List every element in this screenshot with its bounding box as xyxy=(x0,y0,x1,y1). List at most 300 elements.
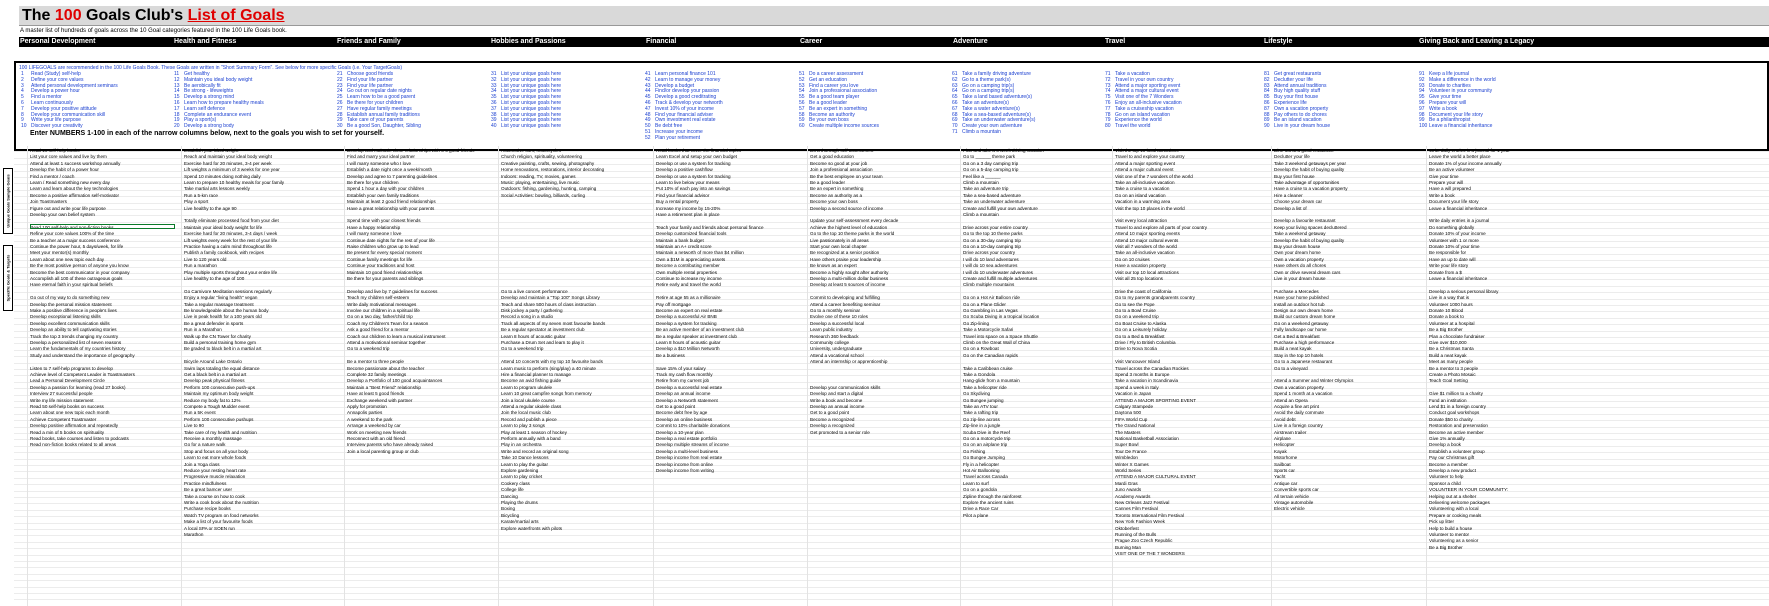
goal-cell-financial[interactable]: Track my cash flow monthly xyxy=(656,372,713,377)
goal-cell-health-and-fitness[interactable]: Practice mindfulness xyxy=(184,480,227,486)
goal-cell-financial[interactable]: Own a $1M in appreciating assets xyxy=(656,256,726,262)
goal-cell-health-and-fitness[interactable]: Take care of my health and nutrition xyxy=(184,429,257,435)
goal-cell-hobbies-and-passions[interactable]: Outdoors: fishing, gardening, hunting, camping xyxy=(501,186,597,192)
goal-cell-friends-and-family[interactable]: Be there for your parents and siblings xyxy=(347,276,424,281)
goal-cell-lifestyle[interactable]: Spend 1 month at a vacation xyxy=(1274,391,1333,397)
goal-cell-career[interactable]: Become a highly sought after authority xyxy=(810,269,889,275)
goal-cell-lifestyle[interactable]: All terrain vehicle xyxy=(1274,493,1309,499)
goal-cell-hobbies-and-passions[interactable]: Dancing xyxy=(501,493,518,499)
goal-cell-personal-development[interactable]: Learn about one new topic each day xyxy=(30,256,105,262)
goal-cell-lifestyle[interactable]: Build our custom dream home xyxy=(1274,314,1336,320)
goal-item[interactable] xyxy=(952,130,1035,136)
goal-cell-career[interactable]: Achieve the highest level of education xyxy=(810,224,888,230)
goal-cell-adventure[interactable]: Climb multiple mountains xyxy=(963,282,1015,288)
goal-cell-adventure[interactable]: Feel like a ______ xyxy=(963,173,1001,179)
goal-cell-career[interactable]: Be an expert in something xyxy=(810,186,864,192)
goal-cell-hobbies-and-passions[interactable]: Take 10 Dance lessons xyxy=(501,455,549,461)
goal-item[interactable] xyxy=(799,124,879,130)
goal-cell-personal-development[interactable]: Achieve Competent Toastmaster xyxy=(30,416,97,422)
goal-cell-giving-back[interactable]: Become a member xyxy=(1429,461,1468,467)
goal-cell-financial[interactable]: Maintain a networth of more than $4 million xyxy=(656,250,744,256)
goal-cell-financial[interactable]: Be an active member of an investment club xyxy=(656,327,745,333)
goal-cell-financial[interactable]: Learn 8 hours of acoustic guitar xyxy=(656,340,721,345)
goal-cell-hobbies-and-passions[interactable]: Karate/martial arts xyxy=(501,519,539,525)
goal-cell-health-and-fitness[interactable]: Perform 100 consecutive push-ups xyxy=(184,384,255,390)
goal-cell-financial[interactable]: Retire early and travel the world xyxy=(656,282,721,288)
goal-cell-travel[interactable]: The Grand National xyxy=(1115,423,1156,429)
goal-cell-travel[interactable]: Attend 10 major sporting events xyxy=(1115,231,1180,237)
goal-cell-travel[interactable]: Visit all 7 wonders of the world xyxy=(1115,244,1177,249)
goal-cell-hobbies-and-passions[interactable]: Be a regular spectator at investment club xyxy=(501,327,585,333)
goal-cell-adventure[interactable]: Drive across your country xyxy=(963,250,1016,256)
goal-cell-adventure[interactable]: Go Bungee Jumping xyxy=(963,455,1005,461)
goal-cell-health-and-fitness[interactable]: Purchase recipe books xyxy=(184,506,231,512)
goal-cell-health-and-fitness[interactable]: Take a course on how to cook xyxy=(184,493,245,499)
goal-cell-personal-development[interactable]: Develop an ability to tell captivating stories xyxy=(30,327,117,333)
goal-cell-giving-back[interactable]: Prepare your will xyxy=(1429,180,1464,185)
goal-cell-personal-development[interactable]: Learn and learn about the key technologies xyxy=(30,186,119,192)
goal-cell-financial[interactable]: Become debt free by age xyxy=(656,410,708,416)
goal-cell-giving-back[interactable]: Prepare or cooking meals xyxy=(1429,512,1482,518)
goal-cell-giving-back[interactable]: Donate 10 Blood xyxy=(1429,308,1464,313)
goal-cell-adventure[interactable]: I will do 10 underwater adventures xyxy=(963,269,1033,275)
goal-cell-financial[interactable]: Develop or use a system for tracking xyxy=(656,173,731,179)
goal-cell-hobbies-and-passions[interactable]: Perform annually with a band xyxy=(501,436,561,441)
goal-cell-friends-and-family[interactable]: Apply for promotion xyxy=(347,404,387,409)
goal-cell-travel[interactable]: Take an all-inclusive vacation xyxy=(1115,180,1175,185)
goal-cell-friends-and-family[interactable]: Exchange weekend with partner xyxy=(347,397,413,403)
goal-cell-financial[interactable]: Retire at age 55 as a millionaire xyxy=(656,295,721,301)
goal-cell-financial[interactable]: Continue to increase my income xyxy=(656,276,722,281)
goal-cell-adventure[interactable]: Take an adventure trip xyxy=(963,186,1009,192)
goal-cell-personal-development[interactable]: Refine your core values 100% of the time xyxy=(30,231,115,237)
goal-cell-adventure[interactable]: Go Gambling in Las Vegas xyxy=(963,308,1018,313)
goal-cell-career[interactable]: Attend an internship or apprenticeship xyxy=(810,359,888,365)
goal-cell-giving-back[interactable]: Give $1 million to a charity xyxy=(1429,391,1483,397)
goal-cell-lifestyle[interactable]: Develop a favourite restaurant xyxy=(1274,218,1336,224)
goal-cell-health-and-fitness[interactable]: Make a list of your favourite foods xyxy=(184,519,253,525)
side-tab-specific-goals[interactable] xyxy=(3,245,13,311)
goal-cell-lifestyle[interactable]: Attend an Opera xyxy=(1274,397,1308,403)
goal-cell-travel[interactable]: Go on 10 cruises xyxy=(1115,256,1150,262)
goal-cell-hobbies-and-passions[interactable]: Join the local music club xyxy=(501,410,551,416)
goal-cell-lifestyle[interactable]: Sports car xyxy=(1274,468,1295,473)
goal-cell-financial[interactable]: Become an expert on real estate xyxy=(656,308,723,313)
goal-cell-lifestyle[interactable]: Electric vehicle xyxy=(1274,506,1305,512)
goal-cell-career[interactable]: Start your own local chapter xyxy=(810,244,867,249)
goal-cell-lifestyle[interactable]: Choose your dream car xyxy=(1274,199,1323,205)
goal-cell-giving-back[interactable]: Give your time xyxy=(1429,173,1459,179)
goal-cell-lifestyle[interactable]: Vintage automobile xyxy=(1274,500,1314,505)
goal-cell-personal-development[interactable]: Develop the personal mission statement xyxy=(30,301,112,307)
goal-cell-hobbies-and-passions[interactable]: Learn 8 hours of acoustic guitar xyxy=(501,333,566,339)
goal-cell-personal-development[interactable]: List your core values and live by them xyxy=(30,154,107,160)
goal-cell-career[interactable]: Join a professional association xyxy=(810,167,873,173)
goal-cell-adventure[interactable]: Take an underwater adventure xyxy=(963,199,1026,205)
goal-cell-health-and-fitness[interactable]: Live healthy to the age 90 xyxy=(184,205,237,211)
goal-cell-giving-back[interactable]: Be responsible for xyxy=(1429,250,1467,256)
goal-cell-hobbies-and-passions[interactable]: Track all aspects of my seven most favourite bands xyxy=(501,320,606,326)
goal-cell-financial[interactable]: Develop a multi-level business xyxy=(656,448,719,454)
goal-cell-career[interactable]: Develop an annual income xyxy=(810,404,865,409)
goal-item[interactable] xyxy=(491,124,561,130)
goal-cell-lifestyle[interactable]: Motorhome xyxy=(1274,455,1298,461)
goal-cell-giving-back[interactable]: Write your life story xyxy=(1429,263,1469,269)
goal-cell-travel[interactable]: Cannes Film Festival xyxy=(1115,506,1158,512)
goal-cell-friends-and-family[interactable]: Spend time with your closest friends xyxy=(347,218,421,224)
goal-cell-hobbies-and-passions[interactable]: Explore waterfronts with pilots xyxy=(501,525,563,531)
goal-cell-travel[interactable]: Prague Zoo Czech Republic xyxy=(1115,538,1173,544)
goal-cell-giving-back[interactable]: Help to build a house xyxy=(1429,525,1473,531)
goal-cell-adventure[interactable]: Take a helicopter ride xyxy=(963,384,1007,390)
goal-cell-travel[interactable]: Go to a Bed & Breakfast xyxy=(1115,333,1165,339)
goal-cell-lifestyle[interactable]: Buy your first house xyxy=(1274,173,1315,179)
goal-cell-hobbies-and-passions[interactable]: College life xyxy=(501,487,524,493)
goal-cell-hobbies-and-passions[interactable]: Teach and share 500 hours of class instruction xyxy=(501,301,596,307)
goal-cell-lifestyle[interactable]: Take a weekend getaway xyxy=(1274,231,1326,237)
goal-cell-financial[interactable]: Develop a Networth statement xyxy=(656,397,718,403)
goal-cell-personal-development[interactable]: Become a positive affirmation self-motivator xyxy=(30,192,120,198)
goal-cell-health-and-fitness[interactable]: Exercise hard for 20 minutes, 3-4 days / week xyxy=(184,231,278,237)
goal-cell-giving-back[interactable]: Restoration and preservation xyxy=(1429,423,1488,429)
goal-cell-friends-and-family[interactable]: Arrange a weekend by car xyxy=(347,423,401,429)
goal-cell-personal-development[interactable]: Accomplish all 100 of these outrageous goals xyxy=(30,276,123,281)
goal-cell-friends-and-family[interactable]: Continue date nights for the rest of your life xyxy=(347,237,435,243)
goal-cell-giving-back[interactable]: VOLUNTEER IN YOUR COMMUNITY: xyxy=(1429,487,1509,493)
goal-cell-personal-development[interactable]: Write my life mission statement xyxy=(30,397,94,403)
goal-cell-career[interactable]: Evolve one of these 10 roles xyxy=(810,314,868,320)
goal-cell-giving-back[interactable]: Helping out at a shelter xyxy=(1429,493,1477,499)
goal-cell-giving-back[interactable]: Give over $10,000 xyxy=(1429,340,1467,345)
goal-cell-lifestyle[interactable]: Install an outdoor hot tub xyxy=(1274,301,1325,307)
goal-cell-health-and-fitness[interactable]: Exercise hard for 20 minutes, 3-4 per week xyxy=(184,160,272,166)
goal-cell-career[interactable]: Develop your communication skills xyxy=(810,384,881,390)
goal-cell-health-and-fitness[interactable]: Run a marathon xyxy=(184,263,217,269)
goal-cell-career[interactable]: Write a book and become xyxy=(810,397,863,403)
goal-cell-travel[interactable]: Vacation in Japan xyxy=(1115,391,1152,397)
goal-cell-friends-and-family[interactable]: Have a great relationship with your parents xyxy=(347,205,435,211)
goal-cell-hobbies-and-passions[interactable]: Music: playing, entertaining, live music xyxy=(501,180,580,185)
goal-cell-friends-and-family[interactable]: Attend a motivational seminar together xyxy=(347,340,426,345)
goal-cell-health-and-fitness[interactable]: Be a great bamcer user xyxy=(184,487,233,493)
goal-cell-hobbies-and-passions[interactable]: Learn 10 great campfire songs from memory xyxy=(501,391,592,397)
goal-cell-giving-back[interactable]: Sponsor a child xyxy=(1429,480,1461,486)
goal-cell-giving-back[interactable]: Develop a serious personal library xyxy=(1429,288,1499,294)
goal-cell-financial[interactable]: Develop a system for tracking xyxy=(656,320,717,326)
goal-cell-adventure[interactable]: Drive a Race Car xyxy=(963,506,999,512)
goal-cell-career[interactable]: Have others praise your leadership xyxy=(810,256,882,262)
goal-cell-friends-and-family[interactable]: Go on a two day, father/child trip xyxy=(347,314,413,320)
goal-cell-friends-and-family[interactable]: Continue family meetings for life xyxy=(347,256,413,262)
goal-cell-health-and-fitness[interactable]: Compete a Tough Mudder event xyxy=(184,404,250,409)
goal-cell-personal-development[interactable]: Read 10 self-help books xyxy=(30,148,80,153)
goal-cell-hobbies-and-passions[interactable]: Play in an orchestra xyxy=(501,442,542,448)
goal-cell-travel[interactable]: Attend a major sporting event xyxy=(1115,160,1176,166)
goal-cell-health-and-fitness[interactable]: A local SPA or SOEN run xyxy=(184,525,235,531)
goal-cell-personal-development[interactable]: Go out of my way to do something new xyxy=(30,295,110,301)
goal-cell-health-and-fitness[interactable]: Progressive muscle relaxation xyxy=(184,474,246,480)
goal-cell-financial[interactable]: Develop or use a system for tracking xyxy=(656,160,731,166)
goal-cell-travel[interactable]: Wimbledon xyxy=(1115,455,1138,461)
goal-cell-hobbies-and-passions[interactable]: Playing the drums xyxy=(501,500,538,505)
goal-cell-personal-development[interactable]: Achieve level of Competent Leader in Toastmasters xyxy=(30,372,135,377)
goal-cell-lifestyle[interactable]: Have a cruise to a vacation property xyxy=(1274,186,1348,192)
goal-cell-lifestyle[interactable]: Design our own dream home xyxy=(1274,308,1333,313)
goal-cell-travel[interactable]: National Basketball Association xyxy=(1115,436,1179,441)
goal-cell-health-and-fitness[interactable]: Reduce your resting heart rate xyxy=(184,468,247,473)
goal-cell-adventure[interactable]: Climb on the Great Wall of China xyxy=(963,340,1030,345)
goal-cell-personal-development[interactable]: Learn / Read something new every day xyxy=(30,180,110,185)
goal-cell-hobbies-and-passions[interactable]: Go to a weekend trip xyxy=(501,346,544,352)
goal-cell-career[interactable]: Learn public industry xyxy=(810,327,853,333)
goal-cell-adventure[interactable]: Take a Caribbean cruise xyxy=(963,365,1013,371)
goal-cell-adventure[interactable]: Drive across your entire country xyxy=(963,224,1028,230)
goal-cell-adventure[interactable]: Go Fishing xyxy=(963,448,986,454)
goal-cell-giving-back[interactable]: Leave a financial inheritance xyxy=(1429,205,1488,211)
goal-cell-health-and-fitness[interactable]: Join a Yoga class xyxy=(184,461,220,467)
goal-cell-giving-back[interactable]: Build a neat kayak xyxy=(1429,352,1467,358)
goal-cell-giving-back[interactable]: Be a Big Brother xyxy=(1429,327,1463,333)
goal-cell-personal-development[interactable]: Meet your mentor(s) monthly xyxy=(30,250,89,256)
goal-cell-lifestyle[interactable]: Live in your dream house xyxy=(1274,276,1326,281)
goal-cell-career[interactable]: Develop a recognized xyxy=(810,423,855,429)
goal-cell-travel[interactable]: The Masters xyxy=(1115,429,1141,435)
goal-cell-health-and-fitness[interactable]: Play a sport xyxy=(184,199,209,205)
goal-cell-travel[interactable]: Burning Man xyxy=(1115,544,1142,550)
goal-cell-health-and-fitness[interactable]: Marathon xyxy=(184,532,204,537)
goal-cell-friends-and-family[interactable]: Be there for your children xyxy=(347,180,399,185)
goal-cell-career[interactable]: Be recognized at a senior position xyxy=(810,250,880,256)
goal-cell-friends-and-family[interactable]: I will marry someone I love xyxy=(347,231,402,237)
goal-cell-travel[interactable]: Visit every local attraction xyxy=(1115,218,1168,224)
goal-cell-adventure[interactable]: Go on a 3 day camping trip xyxy=(963,160,1019,166)
goal-cell-career[interactable]: Develop at least 5 sources of income xyxy=(810,282,886,288)
goal-cell-giving-back[interactable]: Teach Goal Setting xyxy=(1429,378,1468,384)
goal-cell-financial[interactable]: Maintain a bank budget xyxy=(656,237,704,243)
goal-cell-health-and-fitness[interactable]: Publish a family cookbook, with recipes xyxy=(184,250,264,256)
goal-item[interactable] xyxy=(1105,124,1182,130)
goal-cell-personal-development[interactable]: Join Toastmasters xyxy=(30,199,67,205)
goal-cell-career[interactable]: Update your self-assessment every decade xyxy=(810,218,899,224)
goal-cell-adventure[interactable]: Go Bungee jumping xyxy=(963,397,1004,403)
goal-cell-financial[interactable]: Be a business xyxy=(656,352,685,358)
goal-cell-giving-back[interactable]: Volunteer to mentor xyxy=(1429,532,1470,537)
goal-cell-giving-back[interactable]: Be a Big Brother xyxy=(1429,544,1463,550)
goal-cell-giving-back[interactable]: Lend $1 in a foreign country xyxy=(1429,404,1486,409)
goal-cell-financial[interactable]: Develop a $10 Million Networth xyxy=(656,346,720,352)
goal-cell-giving-back[interactable]: Volunteer to help xyxy=(1429,474,1464,480)
goal-cell-health-and-fitness[interactable]: Maintain my optimum body weight xyxy=(184,391,254,397)
goal-cell-hobbies-and-passions[interactable]: Play at least 1 season of hockey xyxy=(501,429,567,435)
goal-cell-travel[interactable]: Visit our top 10 local attractions xyxy=(1115,269,1179,275)
goal-cell-hobbies-and-passions[interactable]: Indoors: reading, TV, movies, games xyxy=(501,173,576,179)
goal-cell-health-and-fitness[interactable]: Live in peak health for a 100 years old xyxy=(184,314,262,320)
goal-cell-travel[interactable]: Attend 10 major cultural events xyxy=(1115,237,1179,243)
goal-cell-financial[interactable]: Have a retirement plan in place xyxy=(656,212,720,217)
goal-cell-giving-back[interactable]: Conduct goal workshops xyxy=(1429,410,1480,416)
goal-cell-health-and-fitness[interactable]: Live to 90 xyxy=(184,423,204,429)
goal-cell-giving-back[interactable]: Develop a book xyxy=(1429,442,1461,448)
goal-cell-giving-back[interactable]: Volunteer with 1 or more xyxy=(1429,237,1479,243)
goal-cell-friends-and-family[interactable]: Maintain 10 good friend relationships xyxy=(347,269,423,275)
goal-cell-personal-development[interactable]: Read books, take courses and listen to podcasts xyxy=(30,436,129,441)
goal-cell-hobbies-and-passions[interactable]: Disk jockey a party / gathering xyxy=(501,308,563,313)
goal-cell-hobbies-and-passions[interactable]: Record a song in a studio xyxy=(501,314,554,320)
goal-cell-travel[interactable]: Go Boat Cruise to Alaska xyxy=(1115,320,1167,326)
goal-cell-career[interactable]: Do a thorough self assessment xyxy=(810,148,874,153)
goal-cell-health-and-fitness[interactable]: Be a great defender in sports xyxy=(184,320,244,326)
goal-cell-adventure[interactable]: Take an ATV tour xyxy=(963,404,998,409)
goal-cell-giving-back[interactable]: Meet as many people xyxy=(1429,359,1473,365)
goal-cell-giving-back[interactable]: Plan a chocolate fundraiser xyxy=(1429,333,1485,339)
goal-cell-giving-back[interactable]: Have an up to date will xyxy=(1429,256,1476,262)
goal-cell-personal-development[interactable]: Be the most positive person of anyone you know xyxy=(30,263,129,269)
goal-cell-lifestyle[interactable]: Develop a list of xyxy=(1274,205,1307,211)
goal-cell-friends-and-family[interactable]: Develop and live by 7 guidelines for success xyxy=(347,288,438,294)
goal-cell-friends-and-family[interactable]: Raise children who grow up to lead xyxy=(347,244,419,249)
goal-cell-career[interactable]: Get promoted to a senior role xyxy=(810,429,870,435)
goal-cell-hobbies-and-passions[interactable]: Learn to play the guitar xyxy=(501,461,548,467)
goal-cell-hobbies-and-passions[interactable]: Automotive cars, motorcycles xyxy=(501,148,561,153)
goal-cell-lifestyle[interactable]: Go to a vineyard xyxy=(1274,365,1308,371)
goal-cell-lifestyle[interactable]: Acquire a fine art print xyxy=(1274,404,1319,409)
goal-cell-travel[interactable]: ATTEND A MAJOR SPORTING EVENT xyxy=(1115,397,1196,403)
goal-cell-lifestyle[interactable]: Declutter your life xyxy=(1274,154,1310,160)
goal-cell-health-and-fitness[interactable]: Get a black belt in a martial art xyxy=(184,372,247,377)
goal-cell-financial[interactable]: Develop a real estate portfolio xyxy=(656,436,718,441)
goal-cell-financial[interactable]: Increase my income by 15-20% xyxy=(656,205,721,211)
goal-cell-hobbies-and-passions[interactable]: Social Activities: bowling, billiards, curling xyxy=(501,192,585,198)
goal-cell-career[interactable]: Community college xyxy=(810,340,850,345)
goal-cell-personal-development[interactable]: Develop a passion for learning (read 27 books) xyxy=(30,384,126,390)
goal-cell-travel[interactable]: Visit the top 10 places in the world xyxy=(1115,205,1185,211)
goal-cell-health-and-fitness[interactable]: Take a regular massage treatment xyxy=(184,301,254,307)
goal-cell-adventure[interactable]: Go on the Canadian rapids xyxy=(963,352,1018,358)
goal-cell-personal-development[interactable]: Interview 27 successful people xyxy=(30,391,93,397)
goal-cell-friends-and-family[interactable]: Develop and agree to 7 parenting guidelines xyxy=(347,173,438,179)
goal-cell-lifestyle[interactable]: Purchase a high performance xyxy=(1274,340,1335,345)
goal-cell-lifestyle[interactable]: Live in a foreign country xyxy=(1274,423,1323,429)
goal-cell-health-and-fitness[interactable]: Lift weights a minimum of 3 weeks for one year xyxy=(184,167,280,173)
goal-cell-career[interactable]: Commit to developing and fulfilling xyxy=(810,295,880,301)
goal-cell-personal-development[interactable]: Develop a personalized list of seven reasons xyxy=(30,340,122,345)
goal-cell-financial[interactable]: Find your financial advisor xyxy=(656,192,710,198)
goal-cell-hobbies-and-passions[interactable]: Become an avid fishing guide xyxy=(501,378,562,384)
goal-cell-lifestyle[interactable]: Go to a Japanese restaurant xyxy=(1274,359,1333,365)
goal-cell-giving-back[interactable]: Fund an institution xyxy=(1429,397,1467,403)
goal-cell-travel[interactable]: Calgary Stampede xyxy=(1115,404,1154,409)
goal-cell-lifestyle[interactable]: Own or drive several dream cars xyxy=(1274,269,1341,275)
goal-cell-travel[interactable]: Super Bowl xyxy=(1115,442,1139,448)
goal-cell-adventure[interactable]: Take a Gondola xyxy=(963,372,996,377)
goal-cell-personal-development[interactable]: Continue the power hour, 5 days/week, for life xyxy=(30,244,124,249)
goal-cell-health-and-fitness[interactable]: Take martial arts lessons weekly xyxy=(184,186,250,192)
goal-cell-lifestyle[interactable]: Own a vacation property xyxy=(1274,256,1324,262)
goal-cell-health-and-fitness[interactable]: Perform 100 consecutive pushups xyxy=(184,416,254,422)
goal-cell-lifestyle[interactable]: Avoid the daily commute xyxy=(1274,410,1324,416)
goal-cell-friends-and-family[interactable]: Find and marry your ideal partner xyxy=(347,154,415,160)
goal-cell-travel[interactable]: Daytona 500 xyxy=(1115,410,1142,416)
goal-cell-adventure[interactable]: Plan and take a 6 week driving vacation xyxy=(963,148,1044,153)
goal-cell-hobbies-and-passions[interactable]: Develop and maintain a "Top 100" Songs Library xyxy=(501,295,600,301)
goal-cell-adventure[interactable]: Go Zip-lining xyxy=(963,320,990,326)
goal-cell-travel[interactable]: Travel to and explore your country xyxy=(1115,154,1185,160)
goal-cell-giving-back[interactable]: Donate a book to xyxy=(1429,314,1464,320)
goal-cell-health-and-fitness[interactable]: Build a personal training home gym xyxy=(184,340,257,345)
goal-cell-lifestyle[interactable]: Develop the habit of buying quality xyxy=(1274,167,1345,173)
goal-cell-health-and-fitness[interactable]: Stop and focus on all your body xyxy=(184,448,249,454)
goal-cell-travel[interactable]: Visit one of the 7 wonders of the world xyxy=(1115,173,1193,179)
goal-cell-friends-and-family[interactable]: Ask a good friend for a mentor xyxy=(347,327,409,333)
goal-cell-hobbies-and-passions[interactable]: Go to a live concert performance xyxy=(501,288,568,294)
goal-cell-adventure[interactable]: Learn to surf xyxy=(963,480,989,486)
goal-cell-career[interactable]: Go to a monthly seminar xyxy=(810,308,861,313)
goal-cell-friends-and-family[interactable]: Develop and maintain close relationships with 3-5 good friends xyxy=(347,148,475,153)
goal-cell-health-and-fitness[interactable]: Live to 120 years old xyxy=(184,256,227,262)
goal-cell-health-and-fitness[interactable]: Reach and maintain your ideal body weight xyxy=(184,154,272,160)
goal-cell-travel[interactable]: New Orleans Jazz Festival xyxy=(1115,500,1170,505)
goal-cell-giving-back[interactable]: Leave a financial inheritance xyxy=(1429,276,1488,281)
goal-cell-health-and-fitness[interactable]: Swim laps totaling the equal distance xyxy=(184,365,260,371)
goal-cell-lifestyle[interactable]: Antique car xyxy=(1274,480,1298,486)
goal-cell-friends-and-family[interactable]: Be a mentor to three people xyxy=(347,359,404,365)
goal-cell-adventure[interactable]: Hang-glide from a mountain xyxy=(963,378,1020,384)
goal-cell-career[interactable]: Be known as an expert xyxy=(810,263,857,269)
goal-cell-career[interactable]: Research 360 feedback xyxy=(810,333,859,339)
goal-cell-lifestyle[interactable]: Yacht xyxy=(1274,474,1286,480)
goal-cell-health-and-fitness[interactable]: Enjoy a regular "living health" vegan xyxy=(184,295,258,301)
goal-cell-adventure[interactable]: Go on a gondola xyxy=(963,487,997,493)
goal-cell-giving-back[interactable]: Give 1% annually xyxy=(1429,436,1465,441)
goal-cell-adventure[interactable]: Travel into space on a Space Shuttle xyxy=(963,333,1038,339)
goal-cell-friends-and-family[interactable]: Have a happy relationship xyxy=(347,224,401,230)
goal-cell-travel[interactable]: FIFA World Cup xyxy=(1115,416,1148,422)
goal-cell-financial[interactable]: Read books that cover the financial topics xyxy=(656,148,742,153)
goal-cell-adventure[interactable]: I will do 10 land adventures xyxy=(963,256,1019,262)
goal-cell-giving-back[interactable]: Write a book xyxy=(1429,192,1455,198)
goal-cell-personal-development[interactable]: Develop the habit of a power hour xyxy=(30,167,99,173)
goal-cell-career[interactable]: Become an authority as a xyxy=(810,192,863,198)
goal-cell-friends-and-family[interactable]: Have at least 5 good friends xyxy=(347,391,405,397)
goal-cell-travel[interactable]: Go on an island vacation xyxy=(1115,192,1166,198)
goal-cell-hobbies-and-passions[interactable]: Learn to play cricket xyxy=(501,474,543,480)
goal-cell-health-and-fitness[interactable]: Reduce my body fat to 12% xyxy=(184,397,241,403)
goal-cell-career[interactable]: Be the best employee on your team xyxy=(810,173,883,179)
goal-cell-adventure[interactable]: Go zip-line across xyxy=(963,416,1000,422)
goal-cell-friends-and-family[interactable]: Be present for every special moment xyxy=(347,250,422,256)
goal-cell-hobbies-and-passions[interactable]: Write and record an original song xyxy=(501,448,569,454)
goal-cell-lifestyle[interactable]: Dine out at a good restaurant xyxy=(1274,148,1334,153)
goal-cell-financial[interactable]: Develop an online business xyxy=(656,416,713,422)
goal-cell-travel[interactable]: Go to my parents grandparents country xyxy=(1115,295,1195,301)
goal-cell-financial[interactable]: Develop a positive cashflow xyxy=(656,167,713,173)
goal-cell-hobbies-and-passions[interactable]: Bicycling xyxy=(501,512,520,518)
goal-cell-lifestyle[interactable]: Avoid debt xyxy=(1274,416,1296,422)
goal-cell-personal-development[interactable]: Find a mentor / coach xyxy=(30,173,75,179)
goal-cell-financial[interactable]: Develop a successful real estate xyxy=(656,384,723,390)
goal-cell-hobbies-and-passions[interactable]: Join a local ukulele course xyxy=(501,397,555,403)
goal-cell-financial[interactable]: Develop a 10-year plan xyxy=(656,429,704,435)
goal-cell-personal-development[interactable]: Read 100 self-help and non-fiction books xyxy=(30,224,114,230)
goal-cell-friends-and-family[interactable]: Write daily motivational messages xyxy=(347,301,417,307)
goal-cell-giving-back[interactable]: Do something globally xyxy=(1429,224,1475,230)
goal-cell-travel[interactable]: Take an all-inclusive vacation xyxy=(1115,250,1175,256)
goal-cell-giving-back[interactable]: Leave the world a better place xyxy=(1429,154,1491,160)
goal-cell-financial[interactable]: Get to a good point xyxy=(656,404,696,409)
goal-cell-hobbies-and-passions[interactable]: Attend a regular ukulele class xyxy=(501,404,562,409)
goal-cell-career[interactable]: Become so good at your job xyxy=(810,160,868,166)
goal-cell-adventure[interactable]: Explore the ancient ruins xyxy=(963,500,1014,505)
